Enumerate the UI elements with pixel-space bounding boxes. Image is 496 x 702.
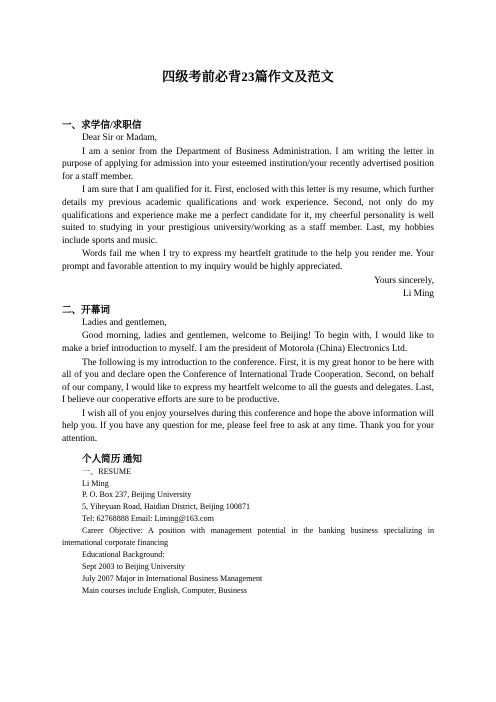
resume-address-line-2: 5, Yiheyuan Road, Haidian District, Beijing 100871: [82, 502, 251, 512]
section-heading-speech: 二、开幕词: [62, 304, 110, 316]
speech-paragraph-3: I wish all of you enjoy yourselves during this conference and hope the above information will help you. If you have any question for me, please feel free to ask at any time. Thank you for your attention.: [62, 408, 434, 445]
letter-closing: Yours sincerely,: [374, 275, 434, 286]
resume-education-line-3: Main courses include English, Computer, Business: [82, 585, 247, 595]
letter-signature: Li Ming: [403, 289, 434, 300]
section-heading-resume: 个人简历 通知: [82, 453, 142, 465]
resume-address-line-1: P. O. Box 237, Beijing University: [82, 490, 192, 500]
document-title: 四级考前必背23篇作文及范文: [162, 69, 334, 84]
document-content: [62, 66, 434, 597]
letter-paragraph-1: I am a senior from the Department of Business Administration. I am writing the letter in purpose of applying for admission into your esteemed institution/your recently advertised position for a staff member.: [62, 146, 434, 182]
speech-paragraph-1: Good morning, ladies and gentlemen, welcome to Beijing! To begin with, I would like to make a brief introduction to myself. I am the president of Motorola (China) Electronics Ltd.: [62, 331, 434, 354]
speech-salutation: Ladies and gentlemen,: [82, 317, 167, 328]
letter-paragraph-2: I am sure that I am qualified for it. First, enclosed with this letter is my resume, which further details my previous academic qualifications and work experience. Second, not only do my qualifications and experience make me a perfect candidate for it, my cheerful personality is well suited to studying in your prestigious university/working as a staff member. Last, my hobbies include sports and music.: [62, 185, 434, 246]
resume-career-objective: Career Objective: A position with management potential in the banking business specializing in international corporate financing: [62, 526, 434, 548]
resume-education-line-1: Sept 2003 to Beijing University: [82, 561, 185, 571]
letter-paragraph-3: Words fail me when I try to express my heartfelt gratitude to the help you render me. Your prompt and favorable attention to my inquiry would be highly appreciated.: [62, 249, 434, 272]
resume-education-line-2: July 2007 Major in International Business Management: [82, 573, 263, 583]
resume-education-label: Educational Background:: [82, 550, 165, 559]
speech-paragraph-2: The following is my introduction to the conference. First, it is my great honor to be here with all of you and declare open the Conference of International Trade Cooperation. Second, on behalf of our company, I would like to express my heartfelt welcome to all the guests and delegates. Last, I believe our cooperative efforts are sure to be productive.: [62, 357, 434, 406]
resume-name: Li Ming: [82, 478, 109, 488]
letter-salutation: Dear Sir or Madam,: [82, 133, 157, 143]
resume-contact: Tel: 62768888 Email: Liming@163.com: [82, 514, 214, 524]
section-heading-letter: 一、求学信/求职信: [62, 120, 142, 131]
resume-subheading: 一、RESUME: [82, 466, 132, 476]
